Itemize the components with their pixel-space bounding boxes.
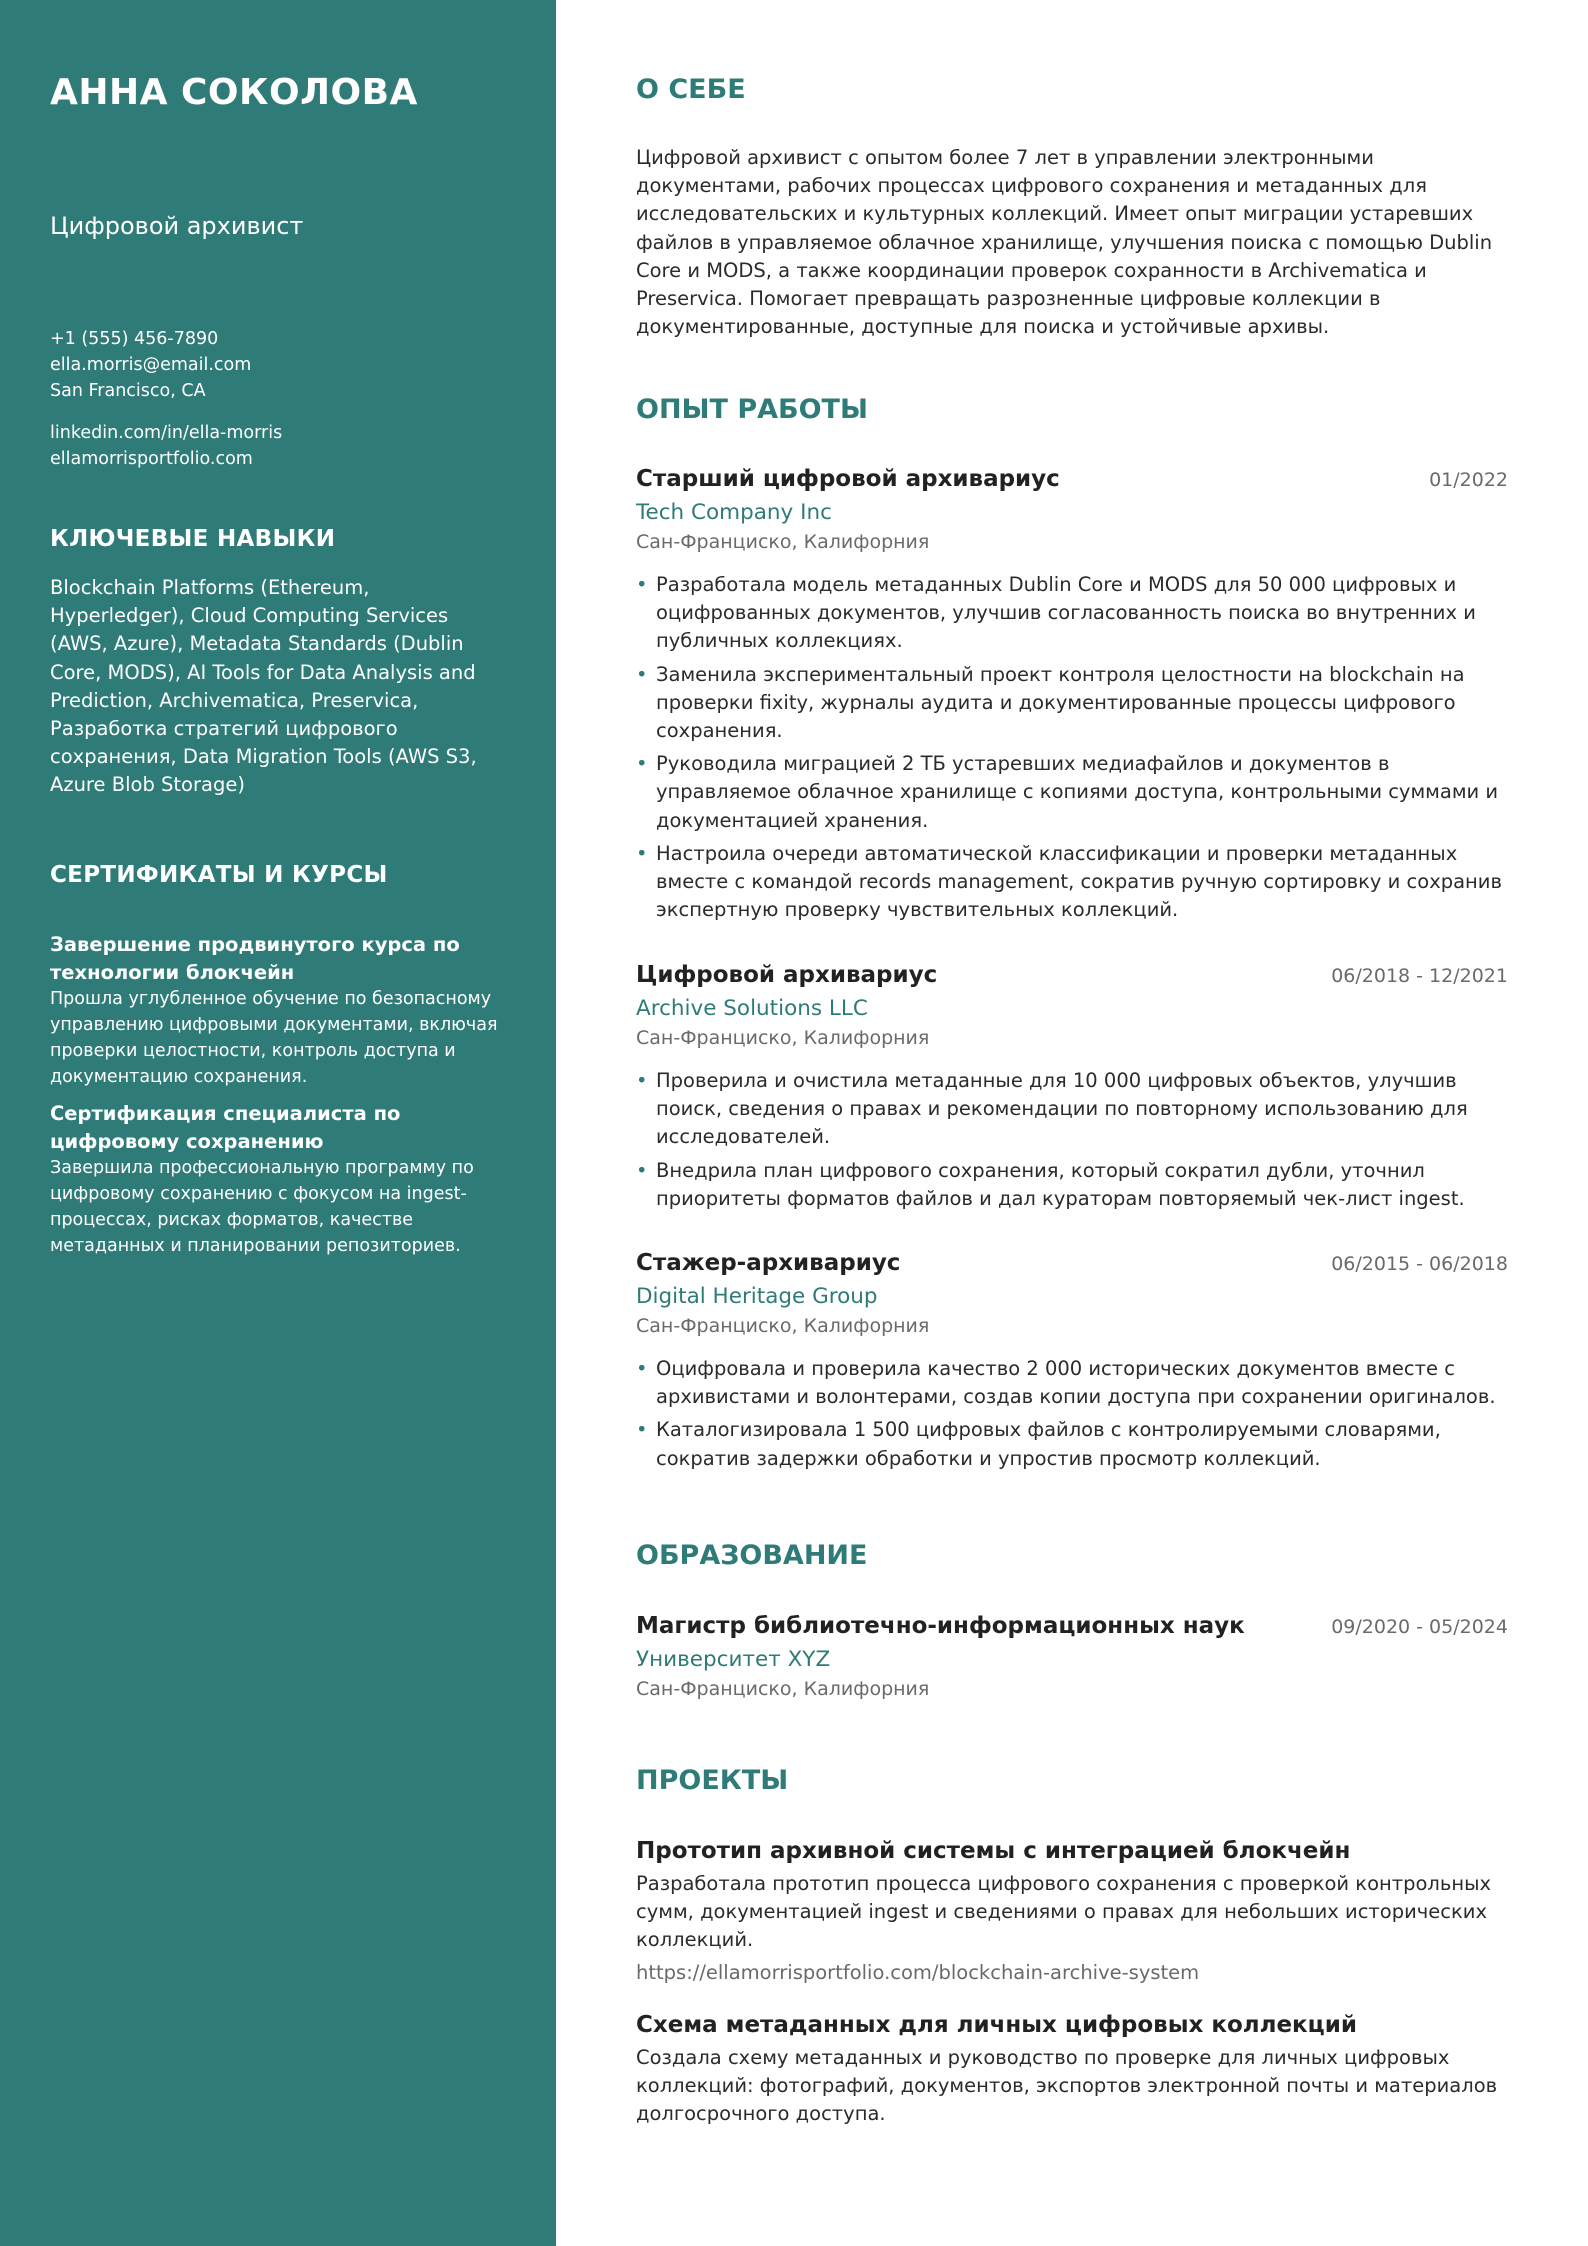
about-text: Цифровой архивист с опытом более 7 лет в управлении электронными документами, рабочих процессах цифрового сохранения и метаданных для исследовательских и культурных коллекций. Имеет опыт миграции устаревших файлов в управляемое облачное хранилище, улучшения поиска с помощью Dublin Core и MODS, а также координации проверок сохранности в Archivematica и Preservica. Помогает превращать разрозненные цифровые коллекции в документированные, доступные для поиска и устойчивые архивы. [636, 146, 1493, 339]
job-date: 06/2018 - 12/2021 [1331, 965, 1508, 987]
project-desc: Разработала прототип процесса цифрового сохранения с проверкой контрольных сумм, документацией ingest и сведениями о правах для небольших исторических коллекций. [636, 1872, 1492, 1952]
email[interactable]: ella.morris@email.com [50, 355, 252, 375]
contact-info [50, 326, 282, 472]
certs-heading: СЕРТИФИКАТЫ И КУРСЫ [50, 862, 388, 888]
location: San Francisco, CA [50, 381, 206, 401]
company-name: Archive Solutions LLC [636, 996, 868, 1021]
bullet-item: • Руководила миграцией 2 ТБ устаревших медиафайлов и документов в управляемое облачное хранилище с копиями доступа, контрольными суммами и документацией хранения. [636, 750, 1508, 835]
portfolio-link[interactable]: ellamorrisportfolio.com [50, 449, 253, 469]
job-title: Старший цифровой архивариус [636, 466, 1060, 492]
about-heading: О СЕБЕ [636, 74, 746, 105]
education-date: 09/2020 - 05/2024 [1331, 1616, 1508, 1638]
phone: +1 (555) 456-7890 [50, 329, 219, 349]
education-location: Сан-Франциско, Калифорния [636, 1678, 930, 1700]
experience-heading: ОПЫТ РАБОТЫ [636, 394, 868, 425]
cert-title: Завершение продвинутого курса по технологии блокчейн [50, 933, 460, 984]
education-heading: ОБРАЗОВАНИЕ [636, 1540, 868, 1571]
job-location: Сан-Франциско, Калифорния [636, 531, 930, 553]
job-entry [636, 962, 1508, 1218]
job-bullets [636, 1067, 1508, 1213]
job-entry [636, 1250, 1508, 1478]
cert-desc: Прошла углубленное обучение по безопасному управлению цифровыми документами, включая проверки целостности, контроль доступа и документацию сохранения. [50, 989, 498, 1087]
certs-list [50, 931, 510, 1269]
company-name: Tech Company Inc [636, 500, 832, 525]
candidate-name: АННА СОКОЛОВА [50, 72, 418, 113]
education-entry [636, 1613, 1508, 1700]
job-title: Стажер-архивариус [636, 1250, 901, 1276]
project-desc: Создала схему метаданных и руководство по проверке для личных цифровых коллекций: фотографий, документов, экспортов электронной почты и материалов долгосрочного доступа. [636, 2046, 1498, 2126]
job-date: 01/2022 [1429, 469, 1508, 491]
bullet-item: • Каталогизировала 1 500 цифровых файлов с контролируемыми словарями, сократив задержки обработки и упростив просмотр коллекций. [636, 1416, 1508, 1472]
degree-title: Магистр библиотечно-информационных наук [636, 1613, 1245, 1639]
skills-text: Blockchain Platforms (Ethereum, Hyperledger), Cloud Computing Services (AWS, Azure), Metadata Standards (Dublin Core, MODS), AI Tools for Data Analysis and Prediction, Archivematica, Preservica, Разработка стратегий цифрового сохранения, Data Migration Tools (AWS S3, Azure Blob Storage) [50, 576, 477, 797]
projects-heading: ПРОЕКТЫ [636, 1765, 789, 1796]
job-date: 06/2015 - 06/2018 [1331, 1253, 1508, 1275]
company-name: Digital Heritage Group [636, 1284, 878, 1309]
cert-desc: Завершила профессиональную программу по цифровому сохранению с фокусом на ingest-процессах, рисках форматов, качестве метаданных и планировании репозиториев. [50, 1158, 474, 1256]
job-title: Цифровой архивист [50, 212, 304, 240]
job-bullets [636, 1355, 1508, 1473]
job-title: Цифровой архивариус [636, 962, 938, 988]
bullet-item: • Заменила экспериментальный проект контроля целостности на blockchain на проверки fixity, журналы аудита и документированные процессы цифрового сохранения. [636, 661, 1508, 746]
project-link[interactable]: https://ellamorrisportfolio.com/blockchain-archive-system [636, 1960, 1200, 1984]
bullet-item: • Внедрила план цифрового сохранения, который сократил дубли, уточнил приоритеты форматов файлов и дал кураторам повторяемый чек-лист ingest. [636, 1157, 1508, 1213]
job-entry [636, 466, 1508, 929]
project-entry [636, 2012, 1508, 2129]
job-bullets [636, 571, 1508, 924]
bullet-item: • Оцифровала и проверила качество 2 000 исторических документов вместе с архивистами и волонтерами, создав копии доступа при сохранении оригиналов. [636, 1355, 1508, 1411]
bullet-item: • Проверила и очистила метаданные для 10 000 цифровых объектов, улучшив поиск, сведения о правах и рекомендации по повторному использованию для исследователей. [636, 1067, 1508, 1152]
school-name: Университет XYZ [636, 1647, 831, 1672]
linkedin-link[interactable]: linkedin.com/in/ella-morris [50, 423, 283, 443]
skills-heading: КЛЮЧЕВЫЕ НАВЫКИ [50, 526, 336, 552]
project-title: Прототип архивной системы с интеграцией блокчейн [636, 1838, 1351, 1864]
job-location: Сан-Франциско, Калифорния [636, 1315, 930, 1337]
sidebar [0, 0, 556, 2246]
bullet-item: • Разработала модель метаданных Dublin Core и MODS для 50 000 цифровых и оцифрованных документов, улучшив согласованность поиска во внутренних и публичных коллекциях. [636, 571, 1508, 656]
cert-title: Сертификация специалиста по цифровому сохранению [50, 1102, 401, 1153]
cert-item [50, 1100, 510, 1259]
project-title: Схема метаданных для личных цифровых коллекций [636, 2012, 1357, 2038]
job-location: Сан-Франциско, Калифорния [636, 1027, 930, 1049]
project-entry [636, 1838, 1508, 1984]
cert-item [50, 931, 510, 1090]
bullet-item: • Настроила очереди автоматической классификации и проверки метаданных вместе с командой records management, сократив ручную сортировку и сохранив экспертную проверку чувствительных коллекций. [636, 840, 1508, 925]
